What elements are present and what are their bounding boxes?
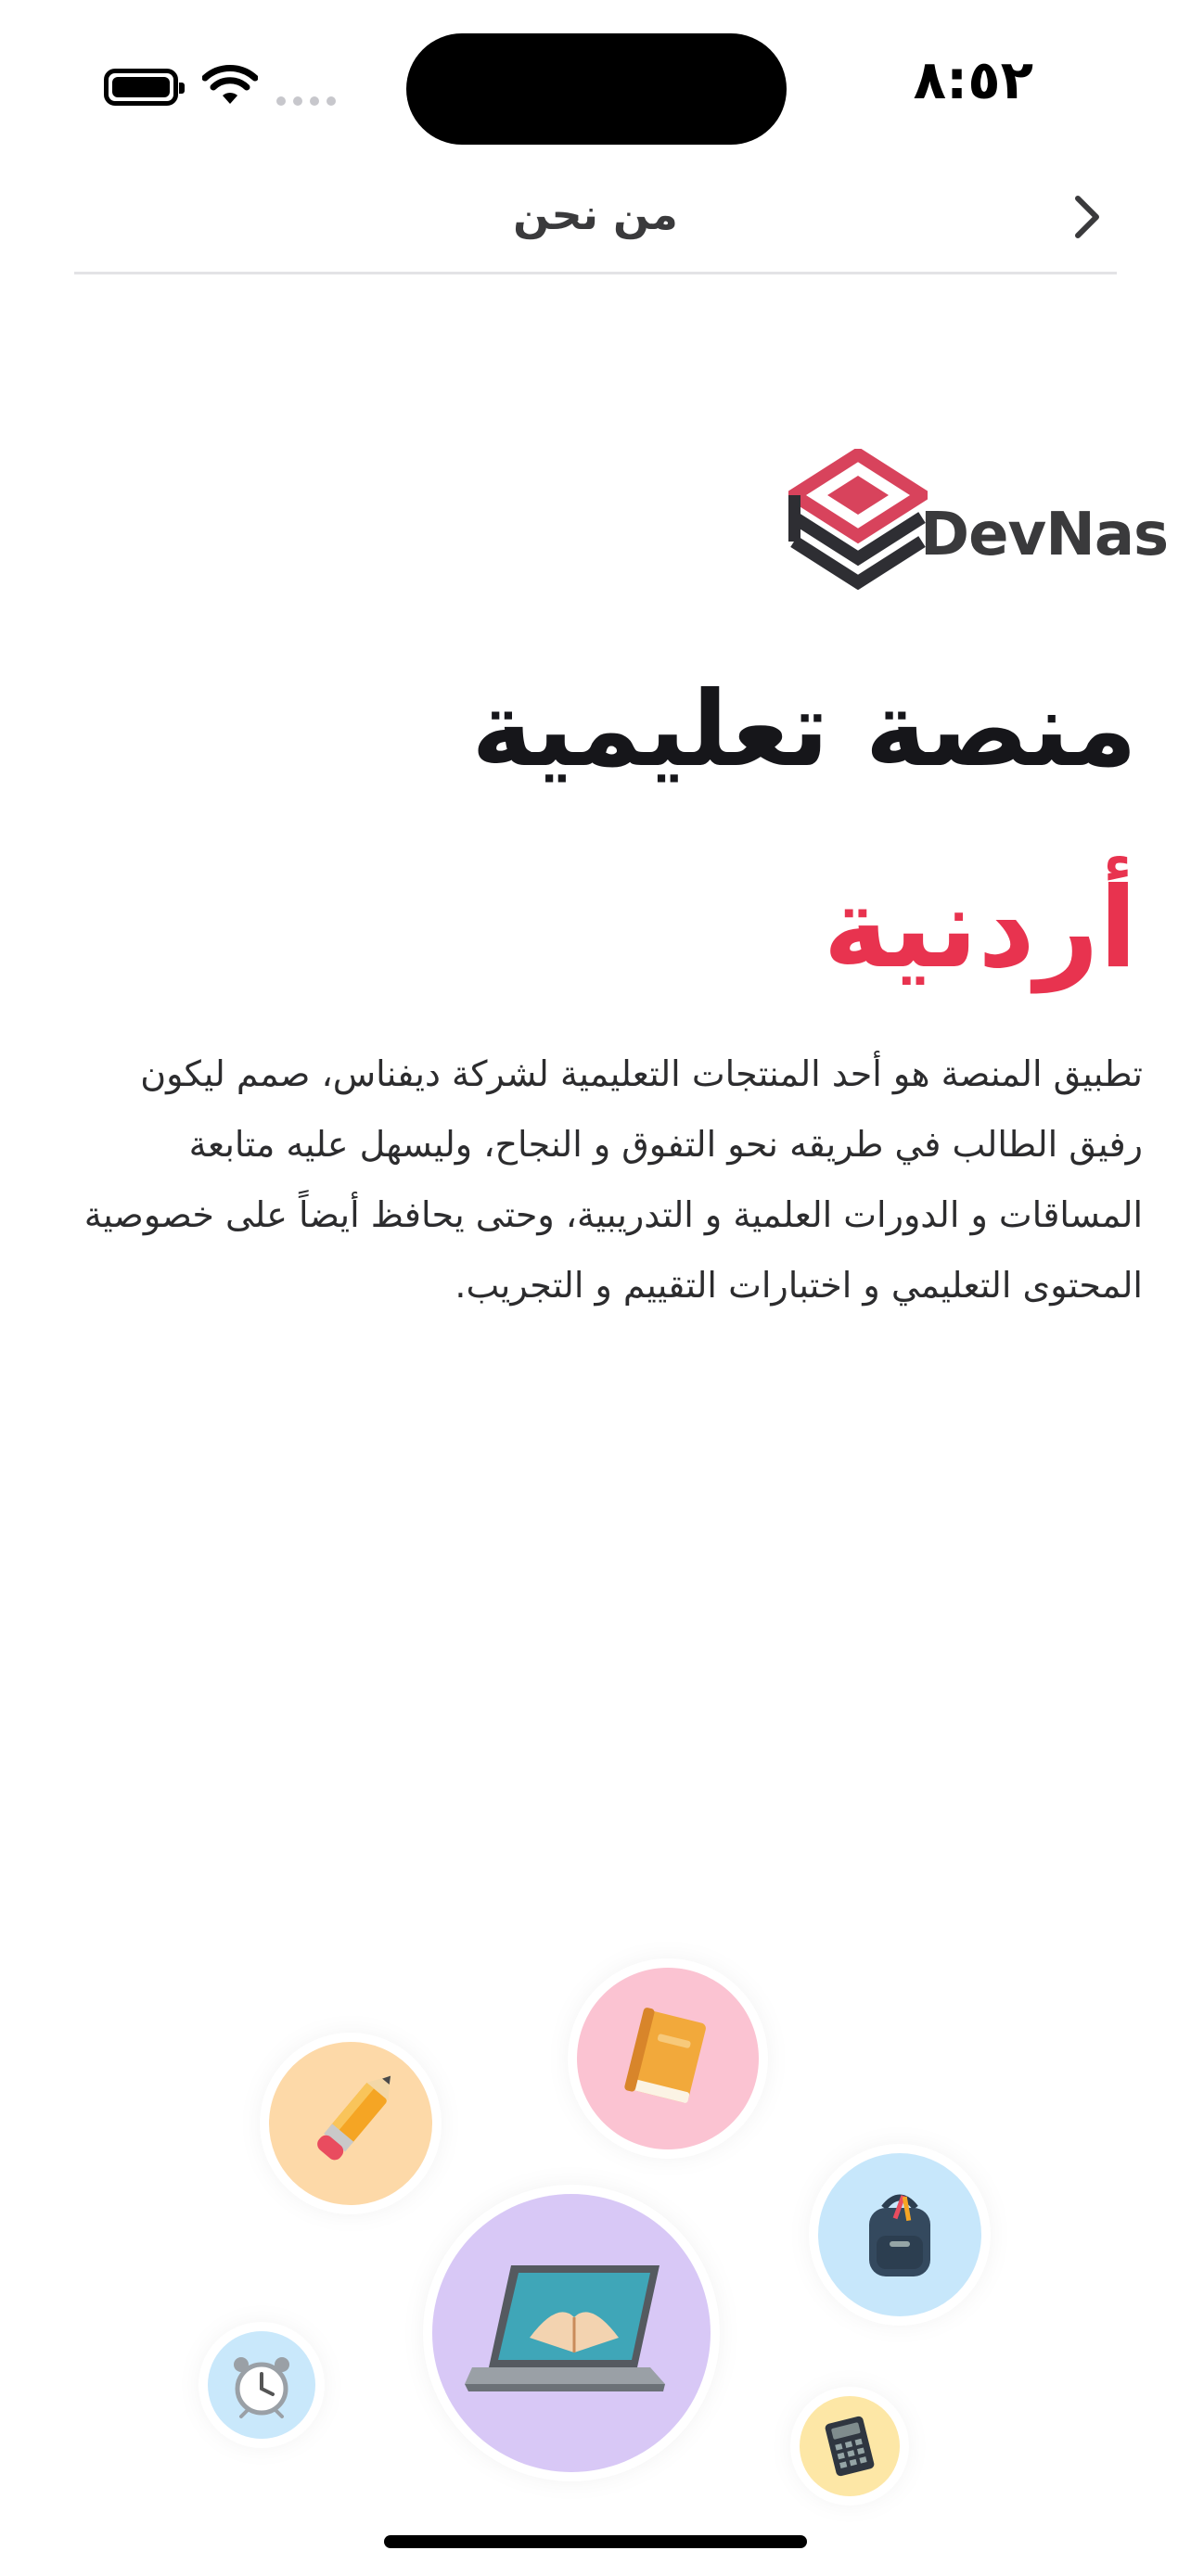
book-bubble — [577, 1968, 759, 2149]
alarm-clock-bubble — [208, 2331, 315, 2439]
navigation-bar — [74, 167, 1117, 274]
laptop-bubble — [432, 2194, 711, 2472]
alarm-clock-icon — [226, 2350, 297, 2420]
devnas-logo — [788, 449, 1169, 597]
calculator-bubble — [800, 2396, 900, 2496]
layered-box-logo-icon — [788, 449, 928, 597]
laptop-book-icon — [465, 2245, 678, 2421]
dynamic-island — [406, 33, 787, 145]
page-title: من نحن — [513, 189, 678, 239]
cellular-signal-icon — [276, 96, 336, 106]
book-icon — [612, 2003, 724, 2114]
home-indicator[interactable] — [384, 2535, 807, 2548]
wifi-icon — [202, 63, 258, 108]
status-time: ٨:٥٢ — [913, 48, 1033, 111]
school-bag-icon — [849, 2184, 951, 2286]
headline-accent: أردنية — [823, 864, 1137, 993]
pencil-icon — [300, 2072, 402, 2174]
battery-icon — [104, 69, 178, 106]
pencil-bubble — [269, 2042, 432, 2205]
chevron-right-icon — [1069, 193, 1106, 241]
about-description: تطبيق المنصة هو أحد المنتجات التعليمية لشركة ديفناس، صمم ليكون رفيق الطالب في طريقه نحو التفوق و النجاح، وليسهل عليه متابعة المساقات و الدورات العلمية و التدريبية، وحتى يحافظ أيضاً على خصوصية المحتوى التعليمي و اختبارات التقييم و التجريب. — [83, 1053, 1143, 1306]
status-bar — [0, 0, 1191, 167]
school-bag-bubble — [818, 2153, 981, 2316]
headline: منصة تعليمية — [471, 670, 1137, 790]
calculator-icon — [817, 2414, 882, 2479]
brand-name: DevNas — [920, 501, 1169, 569]
back-button[interactable] — [1057, 187, 1117, 247]
